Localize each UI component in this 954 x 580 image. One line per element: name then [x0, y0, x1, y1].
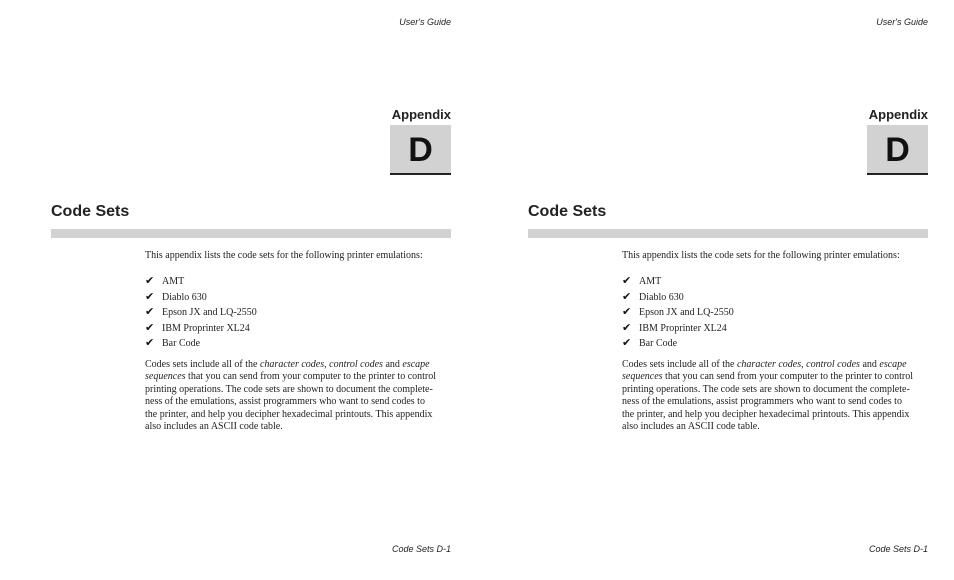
list-item-label: Diablo 630 [162, 291, 207, 303]
list-item [622, 304, 930, 320]
para-text: ness of the emulations, assist programmers who want to send codes to [622, 396, 902, 408]
list-item-label: AMT [162, 276, 185, 287]
page-footer: Code Sets D-1 [391, 544, 451, 554]
chapter-title: Code Sets [51, 203, 130, 220]
list-item [145, 304, 453, 320]
checkmark-icon: ✔ [622, 336, 632, 349]
para-text: the printer, and help you decipher hexadecimal printouts. This appendix [145, 408, 433, 420]
intro-text: This appendix lists the code sets for the following printer emulations: [622, 250, 900, 261]
list-item [622, 289, 930, 305]
intro-text: This appendix lists the code sets for the following printer emulations: [145, 250, 423, 261]
checkmark-icon: ✔ [145, 305, 155, 318]
para-emphasis: character codes [259, 359, 325, 370]
para-emphasis: sequences [145, 371, 186, 383]
list-item [622, 335, 930, 351]
checkmark-icon: ✔ [622, 320, 632, 334]
appendix-label: Appendix [391, 107, 451, 122]
appendix-label: Appendix [868, 107, 928, 122]
para-text: the printer, and help you decipher hexadecimal printouts. This appendix [622, 408, 910, 420]
para-text: , [324, 359, 330, 370]
list-item [145, 273, 453, 289]
para-emphasis: control codes [329, 359, 383, 370]
running-head: User's Guide [399, 17, 451, 27]
checkmark-icon: ✔ [622, 305, 632, 318]
para-text: that you can send from your computer to the printer to control [662, 371, 914, 383]
checkmark-icon: ✔ [145, 289, 155, 303]
para-text: printing operations. The code sets are shown to document the complete- [622, 383, 910, 395]
para-text: printing operations. The code sets are shown to document the complete- [145, 383, 433, 395]
checkmark-icon: ✔ [145, 320, 155, 334]
para-text: , [801, 359, 807, 370]
title-rule-bar [528, 229, 928, 238]
para-text: also includes an ASCII code table. [145, 421, 283, 433]
list-item-label: IBM Proprinter XL24 [162, 322, 250, 334]
para-emphasis: control codes [806, 359, 860, 370]
para-emphasis: escape [402, 359, 430, 370]
appendix-letter-box: D [390, 125, 451, 175]
list-item-label: Epson JX and LQ-2550 [162, 307, 257, 318]
list-item-label: Diablo 630 [639, 291, 684, 303]
page-right [477, 0, 954, 580]
checkmark-icon: ✔ [622, 289, 632, 303]
list-item-label: Epson JX and LQ-2550 [639, 307, 734, 318]
list-item [622, 320, 930, 336]
para-emphasis: escape [879, 359, 907, 370]
para-text: Codes sets include all of the [145, 359, 260, 370]
para-text: ness of the emulations, assist programmers who want to send codes to [145, 396, 425, 408]
checkmark-icon: ✔ [145, 274, 155, 287]
description-paragraph [145, 359, 453, 433]
description-paragraph [622, 359, 930, 433]
list-item [145, 289, 453, 305]
list-item-label: Bar Code [639, 338, 678, 349]
para-emphasis: sequences [622, 371, 663, 383]
checkmark-icon: ✔ [145, 336, 155, 349]
para-text: also includes an ASCII code table. [622, 421, 760, 433]
para-text: Codes sets include all of the [622, 359, 737, 370]
emulation-list [622, 273, 930, 351]
title-rule-bar [51, 229, 451, 238]
para-text: and [859, 359, 880, 370]
list-item [622, 273, 930, 289]
running-head: User's Guide [876, 17, 928, 27]
list-item [145, 320, 453, 336]
appendix-letter-box: D [867, 125, 928, 175]
para-emphasis: character codes [736, 359, 802, 370]
list-item-label: Bar Code [162, 338, 201, 349]
checkmark-icon: ✔ [622, 274, 632, 287]
page-footer: Code Sets D-1 [868, 544, 928, 554]
list-item-label: AMT [639, 276, 662, 287]
para-text: and [382, 359, 403, 370]
list-item [145, 335, 453, 351]
emulation-list [145, 273, 453, 351]
chapter-title: Code Sets [528, 203, 607, 220]
para-text: that you can send from your computer to the printer to control [185, 371, 437, 383]
list-item-label: IBM Proprinter XL24 [639, 322, 727, 334]
